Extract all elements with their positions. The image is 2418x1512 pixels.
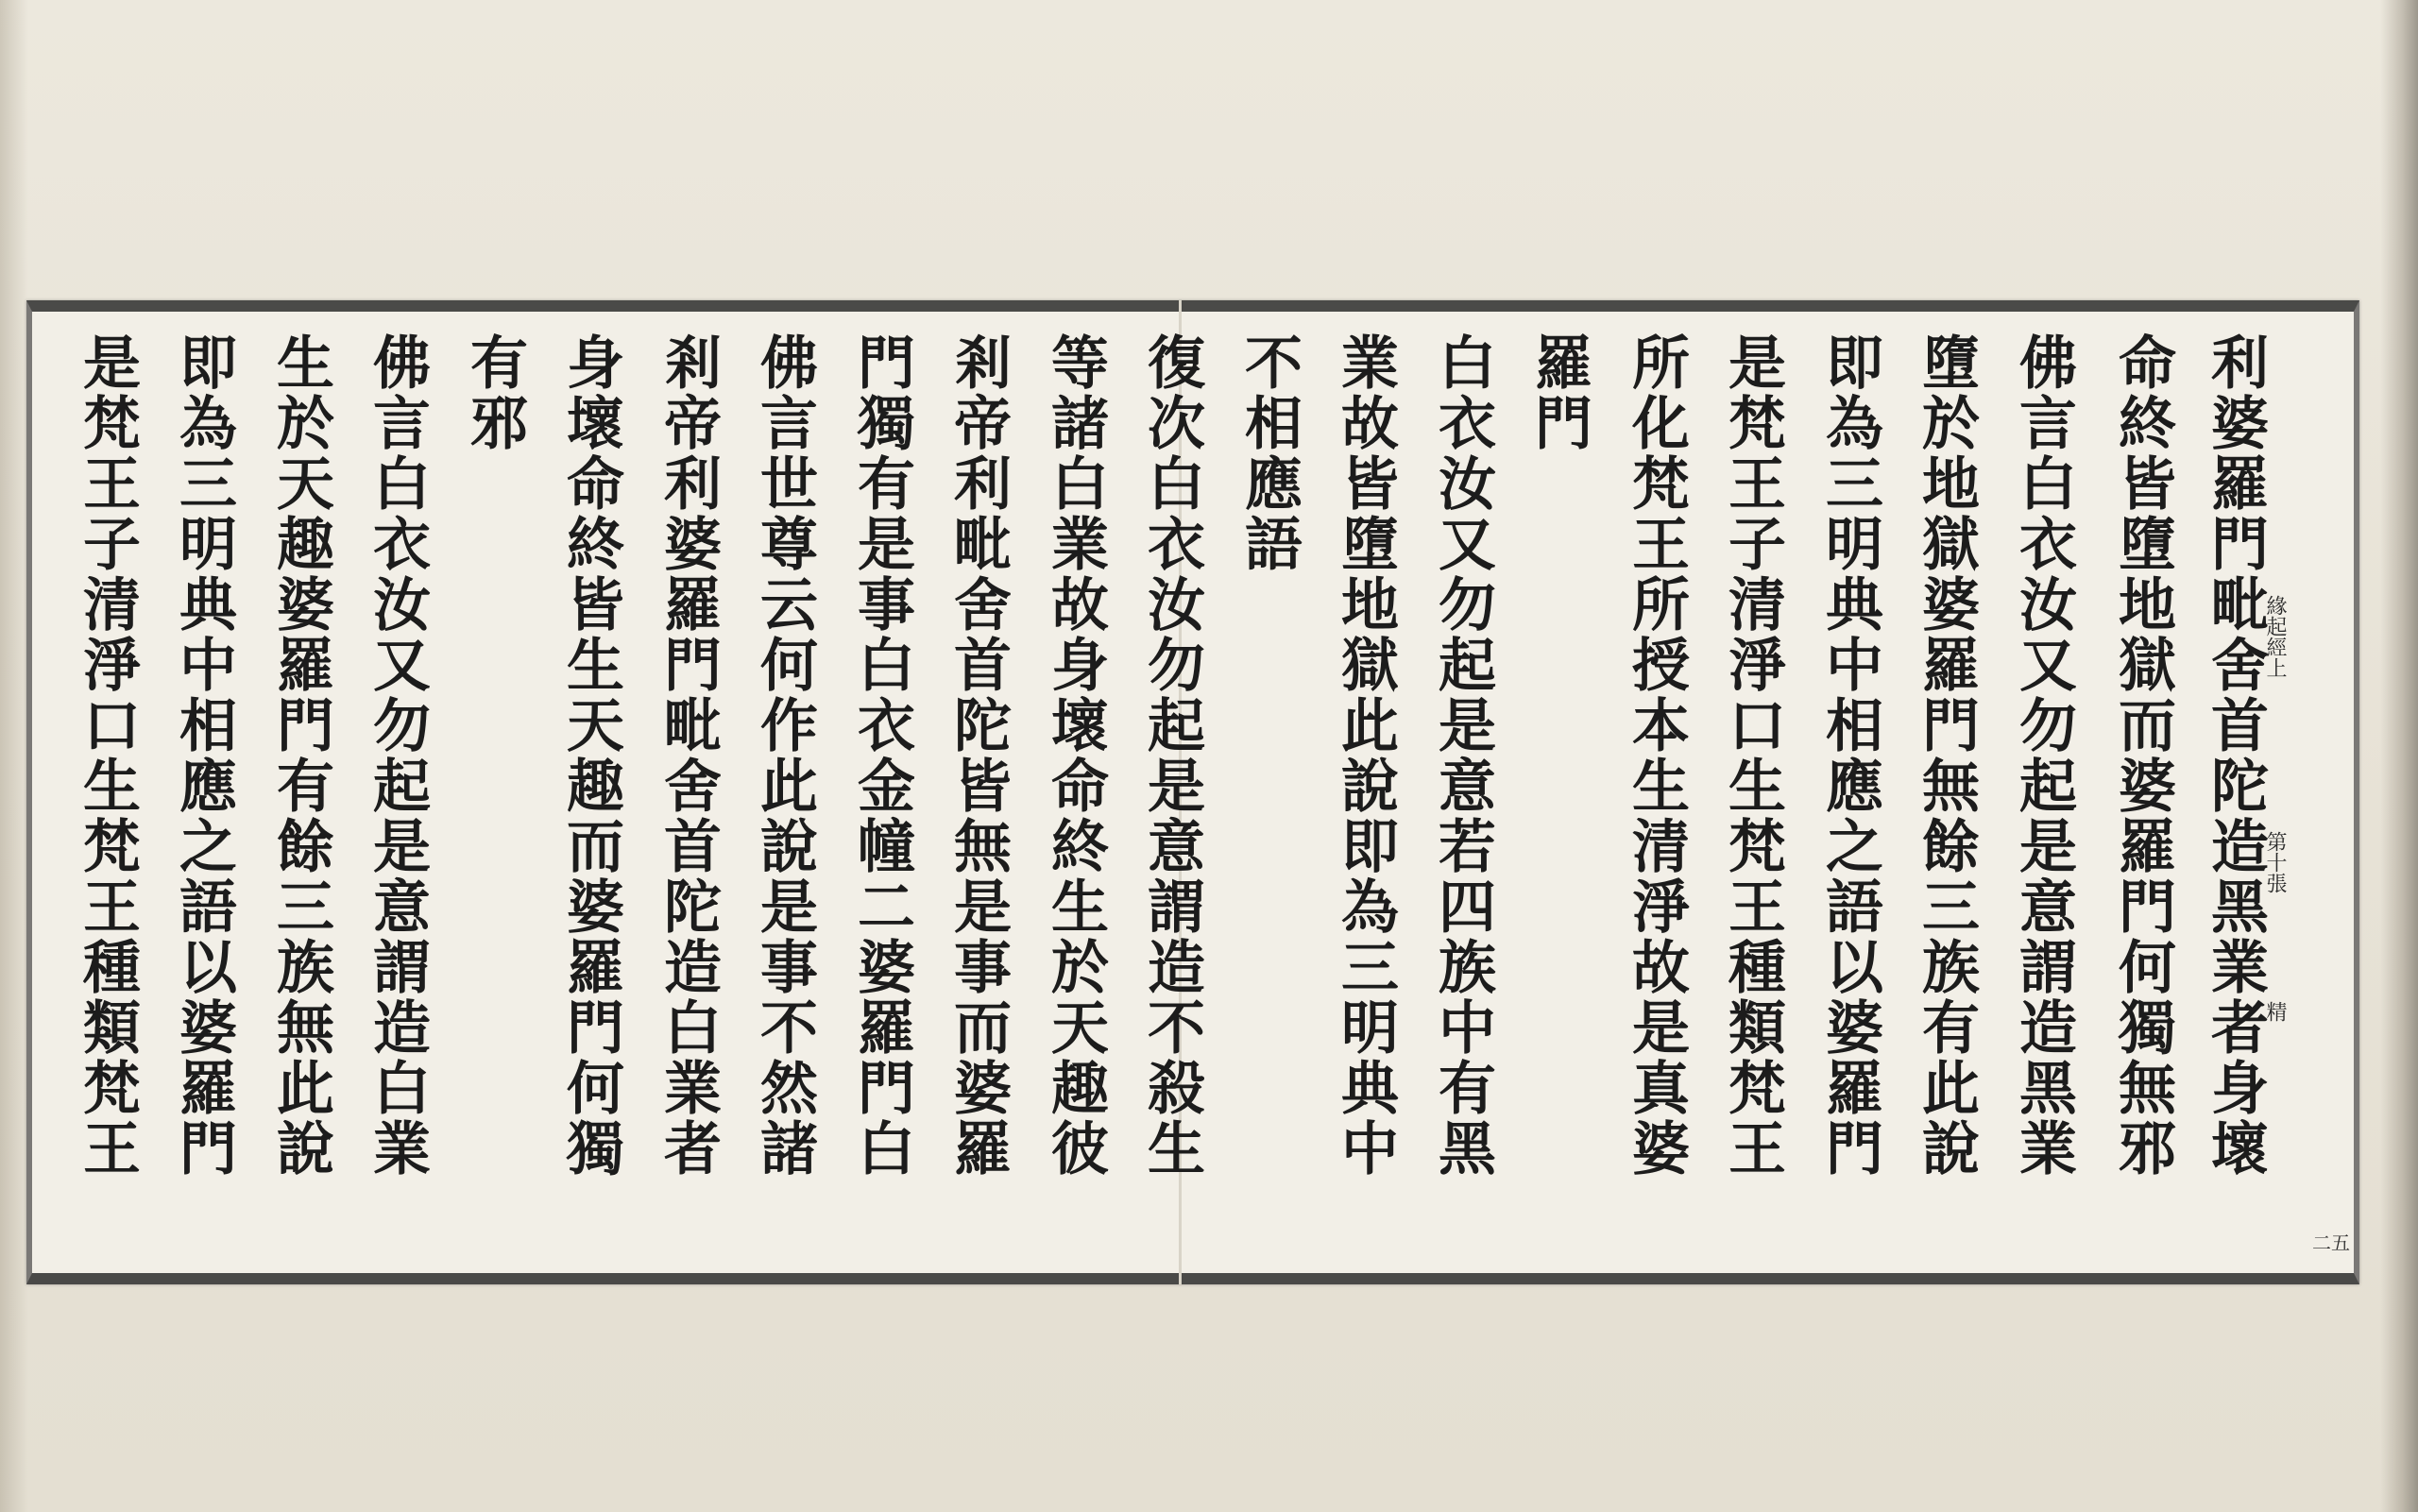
text-column-14: 剎帝利毗舍首陀皆無是事而婆羅	[945, 332, 1012, 1179]
text-column-18: 身壞命終皆生天趣而婆羅門何獨	[557, 332, 624, 1179]
text-column-3: 佛言白衣汝又勿起是意謂造黑業	[2010, 332, 2077, 1179]
text-column-4: 墮於地獄婆羅門無餘三族有此說	[1913, 332, 1980, 1179]
text-column-23: 是梵王子清淨口生梵王種類梵王	[74, 332, 141, 1179]
text-column-21: 生於天趣婆羅門有餘三族無此說	[267, 332, 334, 1179]
text-column-12: 復次白衣汝勿起是意謂造不殺生	[1138, 332, 1205, 1179]
text-column-11: 不相應語	[1235, 332, 1303, 574]
text-column-7: 所化梵王所授本生清淨故是真婆	[1623, 332, 1690, 1179]
book-gutter-shadow	[2380, 0, 2418, 1512]
text-column-13: 等諸白業故身壞命終生於天趣彼	[1042, 332, 1109, 1179]
margin-title-note: 緣起經上	[2263, 595, 2287, 678]
text-column-22: 即為三明典中相應之語以婆羅門	[170, 332, 237, 1179]
text-column-17: 剎帝利婆羅門毗舍首陀造白業者	[655, 332, 722, 1179]
text-column-10: 業故皆墮地獄此說即為三明典中	[1332, 332, 1399, 1179]
text-column-20: 佛言白衣汝又勿起是意謂造白業	[364, 332, 431, 1179]
page-number: 二五	[2312, 1232, 2350, 1254]
text-column-8: 羅門	[1525, 332, 1592, 453]
margin-mark: 精	[2263, 1001, 2287, 1022]
text-column-19: 有邪	[461, 332, 528, 453]
text-column-5: 即為三明典中相應之語以婆羅門	[1816, 332, 1883, 1179]
text-column-9: 白衣汝又勿起是意若四族中有黑	[1429, 332, 1496, 1179]
text-column-1: 利婆羅門毗舍首陀造黑業者身壞	[2202, 332, 2269, 1179]
margin-leaf-number: 第十張	[2263, 831, 2287, 893]
text-column-2: 命終皆墮地獄而婆羅門何獨無邪	[2109, 332, 2176, 1179]
text-column-15: 門獨有是事白衣金幢二婆羅門白	[848, 332, 915, 1179]
text-column-16: 佛言世尊云何作此說是事不然諸	[751, 332, 818, 1179]
page-edge-shadow-left	[0, 0, 28, 1512]
text-column-6: 是梵王子清淨口生梵王種類梵王	[1719, 332, 1786, 1179]
